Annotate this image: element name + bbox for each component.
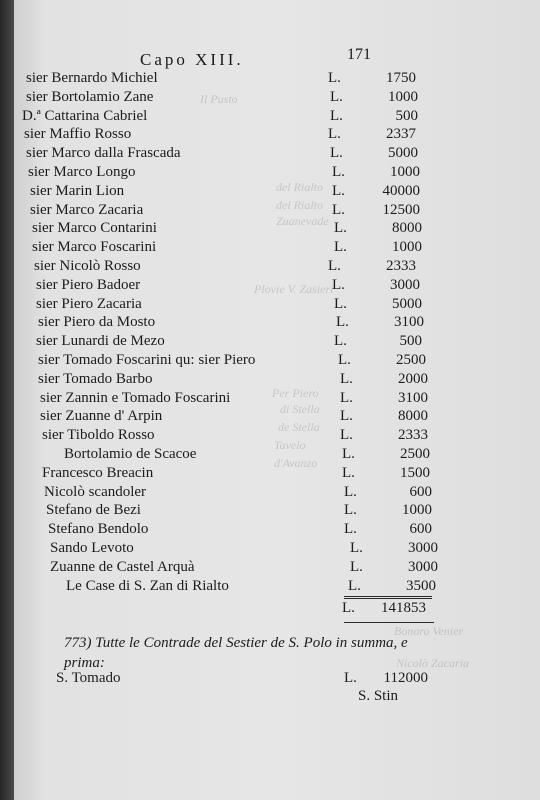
- ledger-row: [14, 502, 540, 521]
- bleedthrough-text: del Rialto: [276, 180, 323, 194]
- ledger-row: [14, 540, 540, 559]
- payer-name: sier Tomado Foscarini qu: sier Piero: [38, 351, 256, 368]
- payer-name: Sando Levoto: [50, 539, 134, 556]
- bleedthrough-text: d'Avanzo: [274, 456, 318, 470]
- page-number: 171: [347, 46, 371, 63]
- bleedthrough-text: del Rialto: [276, 198, 323, 212]
- currency-mark: L.: [342, 445, 355, 462]
- currency-mark: L.: [328, 70, 341, 86]
- sum-rule: [344, 596, 432, 597]
- bleedthrough-text: Il Pusto: [200, 92, 238, 106]
- ledger-row: [14, 427, 540, 446]
- ledger-row: [14, 578, 540, 597]
- ledger-row: [14, 220, 540, 239]
- book-gutter: [0, 0, 14, 800]
- payer-name: Stefano Bendolo: [48, 521, 149, 538]
- ledger-row: [14, 352, 540, 371]
- amount: 2333: [386, 257, 416, 274]
- currency-mark: L.: [332, 201, 345, 218]
- currency-mark: L.: [334, 220, 347, 237]
- bleedthrough-text: Bonoro Venier: [394, 624, 464, 638]
- bleedthrough-text: Nicolò Zacaria: [396, 656, 470, 670]
- ledger-row: [14, 314, 540, 333]
- currency-mark: L.: [330, 88, 343, 105]
- amount: 1000: [392, 239, 422, 256]
- ledger-row: [14, 202, 540, 221]
- payer-name: sier Lunardi de Mezo: [36, 333, 165, 350]
- ledger-row: [14, 446, 540, 465]
- currency-mark: L.: [340, 389, 353, 406]
- payer-name: sier Piero Badoer: [36, 276, 141, 293]
- currency-mark: L.: [330, 107, 343, 124]
- ledger-row: [14, 465, 540, 484]
- section-next-item: S. Stin: [358, 688, 399, 704]
- ledger-row: [14, 333, 540, 352]
- currency-mark: L.: [328, 257, 341, 274]
- amount: 3100: [398, 389, 428, 406]
- amount: 3000: [408, 558, 438, 575]
- amount: 600: [409, 521, 432, 538]
- currency-mark: L.: [340, 427, 353, 444]
- ledger-row: [14, 258, 540, 277]
- ledger-row: [14, 108, 540, 127]
- amount: 5000: [388, 145, 418, 162]
- payer-name: sier Bernardo Michiel: [26, 70, 158, 86]
- amount: 1750: [386, 70, 416, 86]
- payer-name: sier Marco Contarini: [32, 220, 157, 237]
- section-item-name: S. Tomado: [56, 670, 121, 686]
- payer-name: D.ª Cattarina Cabriel: [22, 107, 148, 124]
- sum-rule: [344, 598, 432, 599]
- book-page: [14, 0, 540, 800]
- currency-mark: L.: [344, 483, 357, 500]
- ledger-row: [14, 183, 540, 202]
- amount: 1000: [402, 502, 432, 519]
- currency-mark: L.: [348, 577, 361, 594]
- amount: 500: [395, 107, 418, 124]
- payer-name: Zuanne de Castel Arquà: [50, 558, 195, 575]
- amount: 40000: [382, 182, 420, 199]
- divider-rule: [344, 622, 434, 623]
- payer-name: sier Maffio Rosso: [24, 126, 132, 143]
- currency-mark: L.: [336, 314, 349, 331]
- running-head: Capo XIII.: [140, 50, 244, 69]
- section-first-row: [14, 670, 540, 690]
- amount: 12500: [382, 201, 420, 218]
- payer-name: sier Zannin e Tomado Foscarini: [40, 389, 231, 406]
- amount: 8000: [398, 408, 428, 425]
- ledger-row: [14, 70, 540, 89]
- amount: 3500: [406, 577, 436, 594]
- ledger-row: [14, 390, 540, 409]
- amount: 500: [399, 333, 422, 350]
- payer-name: sier Marco Longo: [28, 163, 136, 180]
- ledger-row: [14, 277, 540, 296]
- amount: 3000: [408, 539, 438, 556]
- payer-name: sier Marco dalla Frascada: [26, 145, 181, 162]
- ledger-row: [14, 521, 540, 540]
- ledger-row: [14, 371, 540, 390]
- ledger-row: [14, 484, 540, 503]
- ledger-row: [14, 89, 540, 108]
- bleedthrough-text: di Stella: [280, 402, 320, 416]
- bleedthrough-text: Tavelo: [274, 438, 306, 452]
- payer-name: sier Zuanne d' Arpin: [40, 408, 163, 425]
- amount: 2500: [400, 445, 430, 462]
- ledger-row: [14, 145, 540, 164]
- ledger-row: [14, 126, 540, 145]
- ledger-row: [14, 408, 540, 427]
- currency-mark: L.: [344, 502, 357, 519]
- total-amount: 141853: [381, 600, 426, 616]
- currency-mark: L.: [332, 163, 345, 180]
- payer-name: Stefano de Bezi: [46, 502, 141, 519]
- amount: 2500: [396, 351, 426, 368]
- page-header: [14, 46, 540, 72]
- section-heading: 773) Tutte le Contrade del Sestier de S. Polo in summa, e prima:: [64, 635, 408, 671]
- payer-name: Nicolò scandoler: [44, 483, 147, 500]
- currency-mark: L.: [330, 145, 343, 162]
- currency-mark: L.: [334, 295, 347, 312]
- amount: 8000: [392, 220, 422, 237]
- currency-mark: L.: [342, 600, 355, 616]
- payer-name: Francesco Breacin: [42, 464, 154, 481]
- currency-mark: L.: [334, 333, 347, 350]
- payer-name: sier Tomado Barbo: [38, 370, 153, 387]
- total-row: [14, 600, 540, 620]
- ledger-row: [14, 559, 540, 578]
- amount: 5000: [392, 295, 422, 312]
- currency-mark: L.: [332, 276, 345, 293]
- currency-mark: L.: [334, 239, 347, 256]
- currency-mark: L.: [338, 351, 351, 368]
- bleedthrough-text: de Stella: [278, 420, 320, 434]
- currency-mark: L.: [332, 182, 345, 199]
- amount: 1000: [390, 163, 420, 180]
- amount: 1500: [400, 464, 430, 481]
- amount: 3000: [390, 276, 420, 293]
- amount: 1000: [388, 88, 418, 105]
- bleedthrough-text: Per Piero: [272, 386, 319, 400]
- payer-name: sier Tiboldo Rosso: [42, 427, 155, 444]
- amount: 2333: [398, 427, 428, 444]
- ledger-row: [14, 239, 540, 258]
- ledger-row: [14, 296, 540, 315]
- amount: 2000: [398, 370, 428, 387]
- currency-mark: L.: [350, 558, 363, 575]
- payer-name: sier Bortolamio Zane: [26, 88, 154, 105]
- payer-name: sier Marco Foscarini: [32, 239, 157, 256]
- payer-name: sier Marin Lion: [30, 182, 125, 199]
- payer-name: sier Piero da Mosto: [38, 314, 156, 331]
- section-item-amount: 112000: [383, 670, 428, 686]
- currency-mark: L.: [350, 539, 363, 556]
- currency-mark: L.: [342, 464, 355, 481]
- currency-mark: L.: [328, 126, 341, 143]
- currency-mark: L.: [344, 670, 357, 686]
- payer-name: Bortolamio de Scacoe: [64, 445, 197, 462]
- ledger-row: [14, 164, 540, 183]
- amount: 3100: [394, 314, 424, 331]
- bleedthrough-text: Plovie V. Zasieri: [254, 282, 334, 296]
- amount: 2337: [386, 126, 416, 143]
- currency-mark: L.: [340, 408, 353, 425]
- ledger-list: [14, 70, 540, 596]
- bleedthrough-text: Zuanevade: [276, 214, 329, 228]
- payer-name: sier Piero Zacaria: [36, 295, 142, 312]
- payer-name: sier Marco Zacaria: [30, 201, 144, 218]
- currency-mark: L.: [344, 521, 357, 538]
- payer-name: Le Case di S. Zan di Rialto: [66, 577, 229, 594]
- currency-mark: L.: [340, 370, 353, 387]
- amount: 600: [409, 483, 432, 500]
- payer-name: sier Nicolò Rosso: [34, 257, 141, 274]
